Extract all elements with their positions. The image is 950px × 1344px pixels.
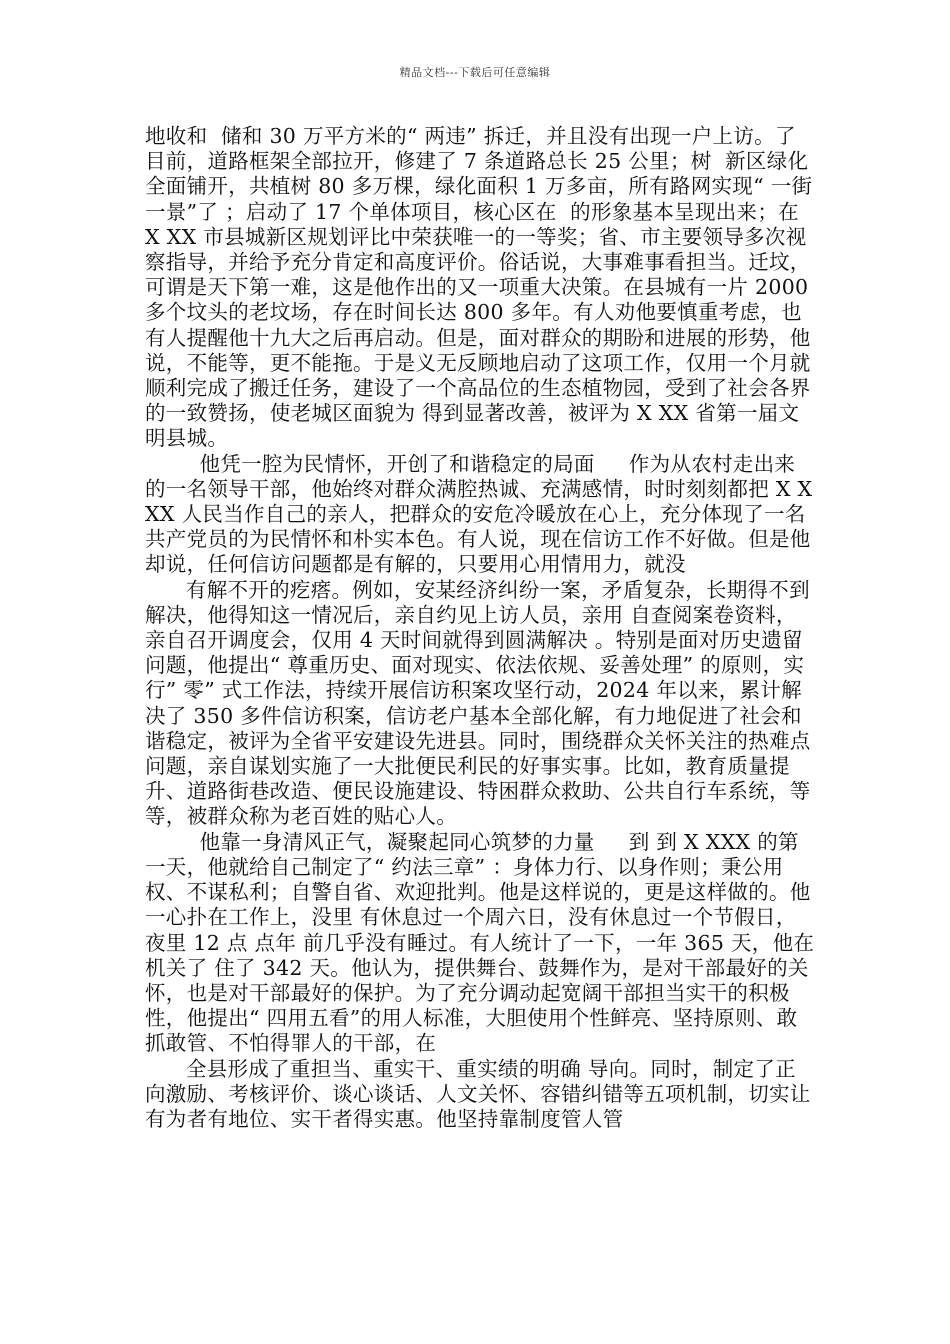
paragraph: 他靠一身清风正气，凝聚起同心筑梦的力量 到 到 X XXX 的第一天，他就给自己制定了“ 约法三章” ：身体力行、以身作则；秉公用权、不谋私利；自警自省、欢迎批判。他是这样说的，更是这样做的。他一心扑在工作上，没里 有休息过一个周六日，没有休息过一个节假日，夜里 12 点 点年 前几乎没有睡过。有人统计了一下，一年 365 天，他在机关了 住了 342 天。他认为，提供舞台、鼓舞作为，是对干部最好的关怀，也是对干部最好的保护。为了充分调动起宽阔干部担当实干的积极性，他提出“ 四用五看”的用人标准，大胆使用个性鲜亮、坚持原则、敢抓敢管、不怕得罪人的干部，在: [145, 829, 815, 1056]
page-header: 精品文档---下载后可任意编辑: [399, 66, 551, 79]
document-body: [145, 124, 815, 1132]
paragraph: 他凭一腔为民情怀，开创了和谐稳定的局面 作为从农村走出来的一名领导干部，他始终对群众满腔热诚、充满感情，时时刻刻都把 X XXX 人民当作自己的亲人，把群众的安危冷暖放在心上，充分体现了一名共产党员的为民情怀和朴实本色。有人说，现在信访工作不好做。但是他却说，任何信访问题都是有解的，只要用心用情用力，就没: [145, 451, 813, 577]
paragraph: 全县形成了重担当、重实干、重实绩的明确 导向。同时，制定了正向激励、考核评价、谈心谈话、人文关怀、容错纠错等五项机制，切实让有为者有地位、实干者得实惠。他坚持靠制度管人管: [145, 1056, 811, 1131]
paragraph: 地收和 储和 30 万平方米的“ 两违” 拆迁，并且没有出现一户上访。了 目前，道路框架全部拉开，修建了 7 条道路总长 25 公里；树 新区绿化全面铺开，共植树 80 多万棵，绿化面积 1 万多亩，所有路网实现“ 一街一景”了 ；启动了 17 个单体项目，核心区在 的形象基本呈现出来；在 X XX 市县城新区规划评比中荣获唯一的一等奖；省、市主要领导多次视察指导，并给予充分肯定和高度评价。俗话说，大事难事看担当。迁坟，可谓是天下第一难，这是他作出的又一项重大决策。在县城有一片 2000 多个坟头的老坟场，存在时间长达 800 多年。有人劝他要慎重考虑，也有人提醒他十九大之后再启动。但是，面对群众的期盼和进展的形势，他说，不能等，更不能拖。于是义无反顾地启动了这项工作，仅用一个月就顺利完成了搬迁任务，建设了一个高品位的生态植物园，受到了社会各界的一致赞扬，使老城区面貌为 得到显著改善，被评为 X XX 省第一届文明县城。: [145, 124, 816, 451]
paragraph: 有解不开的疙瘩。例如，安某经济纠纷一案，矛盾复杂，长期得不到解决，他得知这一情况后，亲自约见上访人员，亲用 自查阅案卷资料，亲自召开调度会，仅用 4 天时间就得到圆满解决 。特别是面对历史遗留问题，他提出“ 尊重历史、面对现实、依法依规、妥善处理” 的原则，实行” 零” 式工作法，持续开展信访积案攻坚行动，2024 年以来，累计解决了 350 多件信访积案，信访老户基本全部化解，有力地促进了社会和谐稳定，被评为全省平安建设先进县。同时，围绕群众关怀关注的热难点问题，亲自谋划实施了一大批便民利民的好事实事。比如，教育质量提升、道路街巷改造、便民设施建设、特困群众救助、公共自行车系统，等等，被群众称为老百姓的贴心人。: [145, 577, 811, 829]
